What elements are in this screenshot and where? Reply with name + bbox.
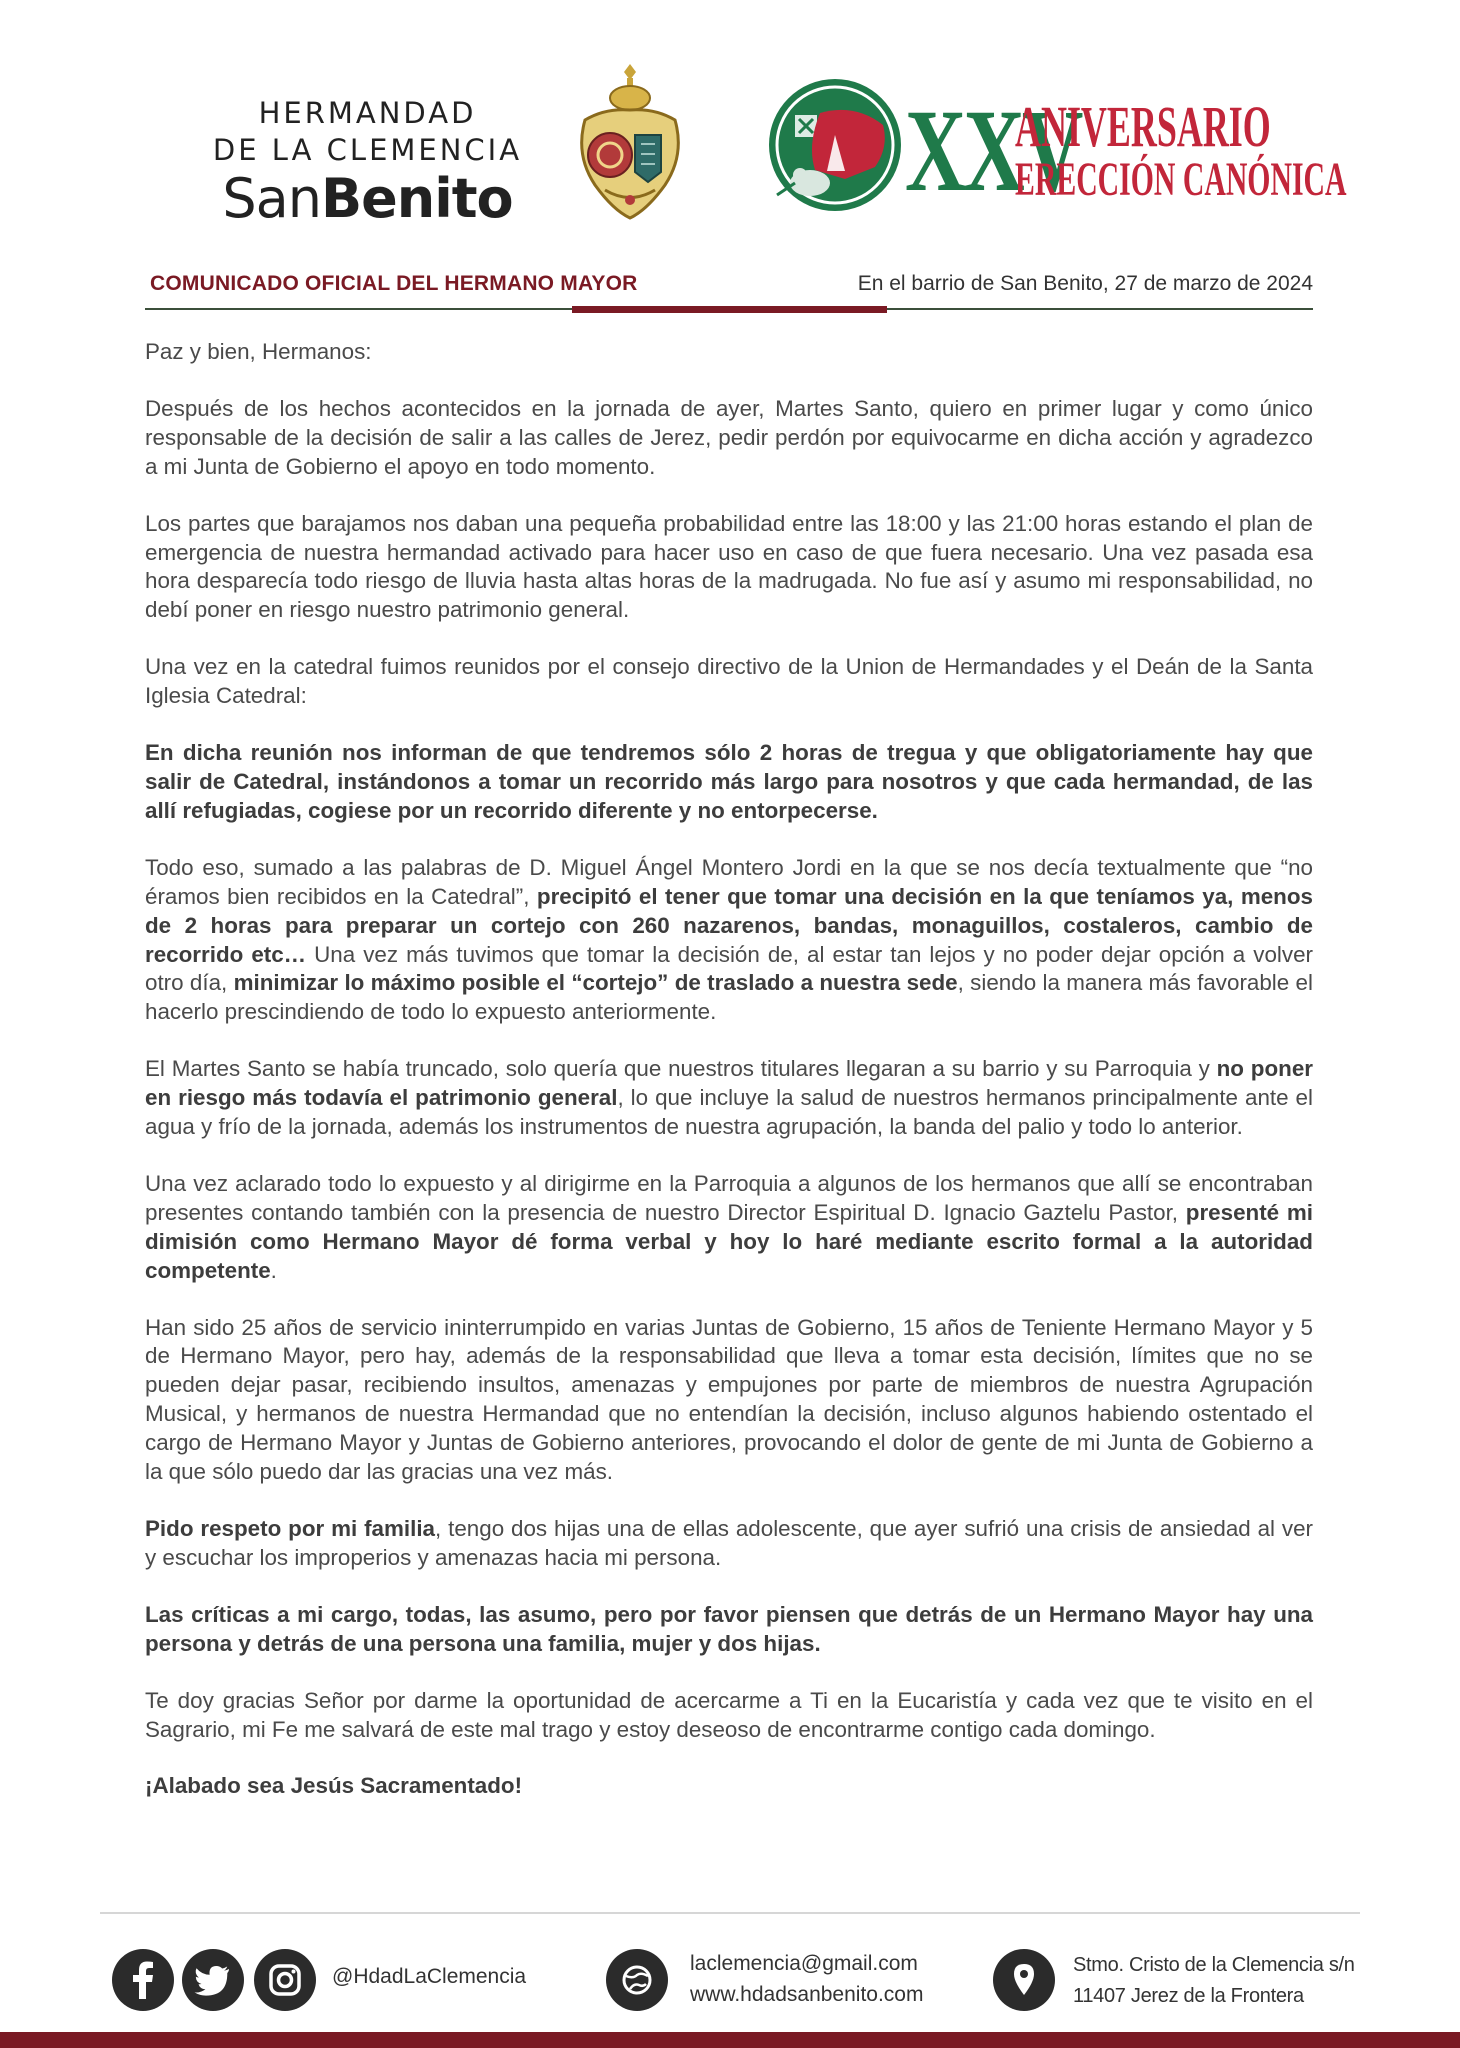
website-link[interactable]: www.hdadsanbenito.com [690,1983,924,2006]
paragraph-10: Las críticas a mi cargo, todas, las asumo, pero por favor piensen que detrás de un Hermano Mayor hay una persona y detrás de una persona una familia, mujer y dos hijas. [145,1601,1313,1656]
social-handle-link[interactable]: @HdadLaClemencia [332,1965,527,1988]
document-date: En el barrio de San Benito, 27 de marzo de 2024 [857,272,1313,295]
paragraph-5: Todo eso, sumado a las palabras de D. Miguel Ángel Montero Jordi en la que se nos decía textualmente que “no éramos bien recibidos en la Catedral”, precipitó el tener que tomar una decisión en la que teníamos ya, menos de 2 horas para preparar un cortejo con 260 nazarenos, bandas, monaguillos, costaleros, cambio de recorrido etc… Una vez más tuvimos que tomar la decisión de, al estar tan lejos y no poder dejar opción a volver otro día, minimizar lo máximo posible el “cortejo” de traslado a nuestra sede, siendo la manera más favorable el hacerlo prescindiendo de todo lo expuesto anteriormente. [145,854,1313,1025]
letter-body [145,338,1313,1829]
footer-divider [100,1912,1360,1914]
address-line-2: 11407 Jerez de la Frontera [1073,1985,1304,2007]
paragraph-2: Los partes que barajamos nos daban una pequeña probabilidad entre las 18:00 y las 21:00 horas estando el plan de emergencia de nuestra hermandad activado para hacer uso en caso de que fuera necesario. Una vez pasada esa hora desparecía todo riesgo de lluvia hasta altas horas de la madrugada. No fue así y asumo mi responsabilidad, no debí poner en riesgo nuestro patrimonio general. [145,510,1313,623]
web-icon [606,1949,668,2011]
paragraph-3: Una vez en la catedral fuimos reunidos por el consejo directivo de la Union de Hermandades y el Deán de la Santa Iglesia Catedral: [145,654,1313,709]
brand-line-sanbenito: SanBenito [222,167,513,230]
twitter-icon[interactable] [182,1949,244,2011]
paragraph-8: Han sido 25 años de servicio ininterrumpido en varias Juntas de Gobierno, 15 años de Teniente Hermano Mayor y 5 de Hermano Mayor, pero hay, además de la responsabilidad que lleva a tomar esta decisión, límites que no se pueden dejar pasar, recibiendo insultos, amenazas y empujones por parte de miembros de nuestra Agrupación Musical, y hermanos de nuestra Hermandad que no entendían la decisión, incluso algunos habiendo ostentado el cargo de Hermano Mayor y Juntas de Gobierno anteriores, provocando el dolor de gente de mi Junta de Gobierno a la que sólo puedo dar las gracias una vez más. [145,1314,1313,1485]
brand-logo-text [210,95,525,229]
anniversary-subtitle: ERECCIÓN CANÓNICA [1015,153,1347,206]
brand-line-hermandad: HERMANDAD [258,96,477,130]
paragraph-4: En dicha reunión nos informan de que tendremos sólo 2 horas de tregua y que obligatoriamente hay que salir de Catedral, instándonos a tomar un recorrido más largo para nosotros y que cada hermandad, de las allí refugiadas, cogiese por un recorrido diferente y no entorpecerse. [145,740,1313,823]
paragraph-9: Pido respeto por mi familia, tengo dos hijas una de ellas adolescente, que ayer sufrió una crisis de ansiedad al ver y escuchar los improperios y amenazas hacia mi persona. [145,1516,1314,1570]
anniversary-emblem-icon [765,75,915,215]
closing: ¡Alabado sea Jesús Sacramentado! [145,1773,523,1799]
paragraph-7: Una vez aclarado todo lo expuesto y al dirigirme en la Parroquia a algunos de los hermanos que allí se encontraban presentes contando también con la presencia de nuestro Director Espiritual D. Ignacio Gaztelu Pastor, presenté mi dimisión como Hermano Mayor dé forma verbal y hoy lo haré mediante escrito formal a la autoridad competente. [145,1170,1313,1283]
brand-line-clemencia: DE LA CLEMENCIA [212,133,523,167]
paragraph-1: Después de los hechos acontecidos en la jornada de ayer, Martes Santo, quiero en primer lugar y como único responsable de la decisión de salir a las calles de Jerez, pedir perdón por equivocarme en dicha acción y agradezco a mi Junta de Gobierno el apoyo en todo momento. [145,395,1313,479]
contact-info [690,1948,923,2010]
address [1073,1950,1355,2012]
title-accent-bar [572,306,887,313]
document-title: COMUNICADO OFICIAL DEL HERMANO MAYOR [150,272,638,295]
paragraph-11: Te doy gracias Señor por darme la oportunidad de acercarme a Ti en la Eucaristía y cada vez que te visito en el Sagrario, mi Fe me salvará de este mal trago y estoy deseoso de encontrarme contigo cada domingo. [145,1687,1313,1742]
document-titlebar [145,268,1313,316]
email-link[interactable]: laclemencia@gmail.com [690,1952,918,1975]
footer-bottom-bar [0,2032,1460,2048]
instagram-icon[interactable] [254,1949,316,2011]
letterhead [0,0,1460,245]
facebook-icon[interactable] [112,1949,174,2011]
anniversary-roman-numeral: XXV [905,85,1081,216]
greeting: Paz y bien, Hermanos: [145,339,372,364]
paragraph-6: El Martes Santo se había truncado, solo quería que nuestros titulares llegaran a su barrio y su Parroquia y no poner en riesgo más todavía el patrimonio general, lo que incluye la salud de nuestros hermanos principalmente ante el agua y frío de la jornada, además los instrumentos de nuestra agrupación, la banda del palio y todo lo anterior. [145,1056,1313,1140]
anniversary-title: ANIVERSARIO [1015,94,1271,159]
crest-coat-of-arms-icon [565,60,695,225]
address-line-1: Stmo. Cristo de la Clemencia s/n [1073,1954,1355,1976]
location-pin-icon [993,1949,1055,2011]
